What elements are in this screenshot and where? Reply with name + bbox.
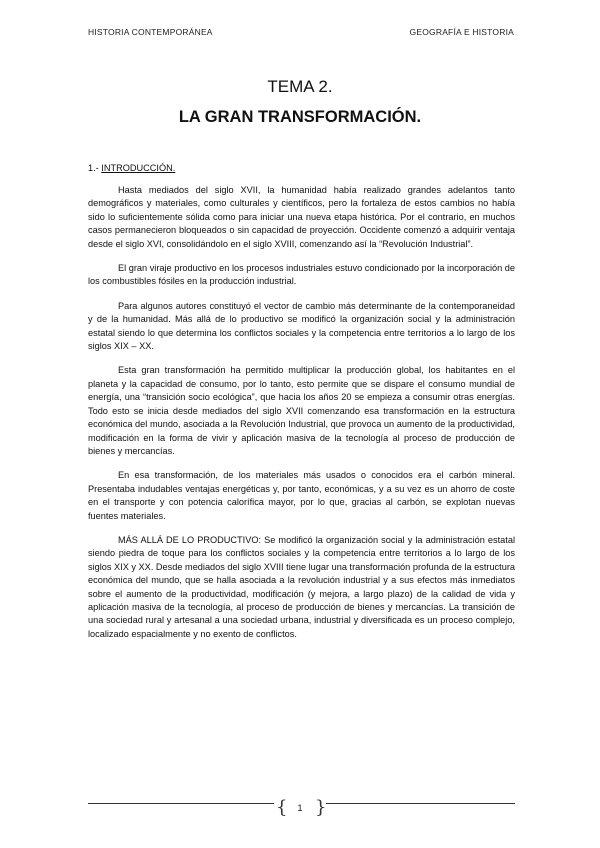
- section-label: INTRODUCCIÓN.: [101, 163, 176, 173]
- running-header-left: HISTORIA CONTEMPORÁNEA: [88, 27, 213, 37]
- footer-rule-left: [88, 803, 274, 804]
- paragraph: En esa transformación, de los materiales más usados o conocidos era el carbón mineral. Presentaba indudables ventajas energéticas y, por tanto, económicas, y a su vez es un ahorro de coste en el transporte y con potencia calorífica mayor, por lo que, gracias al carbón, se explotan nuevas fuentes materiales.: [88, 470, 515, 521]
- running-header-right: GEOGRAFÍA E HISTORIA: [409, 27, 514, 37]
- page-number: 1: [297, 803, 303, 813]
- section-heading: [88, 163, 175, 173]
- footer-rule-right: [326, 803, 515, 804]
- paragraph: Esta gran transformación ha permitido multiplicar la producción global, los habitantes en el planeta y la capacidad de consumo, por lo tanto, esto permite que se dispare el consumo mundial de energía, una “transición socio ecológica”, que hacia los años 20 se empieza a consumir otras energías. Todo esto se inicia desde mediados del siglo XVII comenzando esa transformación en la estructura económica del mundo, asociada a la Revolución Industrial, que provoca un aumento de la productividad, modificación en la forma de vivir y aplicación masiva de la tecnología al proceso de producción de bienes y mercancías.: [88, 365, 515, 456]
- paragraph: Para algunos autores constituyó el vector de cambio más determinante de la contemporaneidad y de la humanidad. Más allá de lo productivo se modificó la organización social y la administración estatal siendo lo que determina los conflictos sociales y la competencia entre territorios a lo largo de los siglos XIX – XX.: [88, 300, 515, 352]
- body-text: [88, 184, 515, 652]
- chapter-number: TEMA 2.: [267, 77, 333, 96]
- footer-brace-left: {: [276, 797, 288, 818]
- paragraph: Hasta mediados del siglo XVII, la humanidad había realizado grandes adelantos tanto demográficos y materiales, como culturales y científicos, pero la fortaleza de estos cambios no había sido lo suficientemente sólida como para iniciar una nueva etapa histórica. Por el contrario, en muchos casos permanecieron bloqueados o sin capacidad de proyección. Occidente comenzó a adquirir ventaja desde el siglo XVI, consolidándolo en el siglo XVIII, comenzando así la “Revolución Industrial”.: [88, 185, 515, 249]
- chapter-title: LA GRAN TRANSFORMACIÓN.: [178, 108, 422, 126]
- paragraph: El gran viraje productivo en los procesos industriales estuvo condicionado por la incorporación de los combustibles fósiles en la producción industrial.: [88, 263, 515, 287]
- section-number: 1.-: [88, 163, 102, 173]
- paragraph: MÁS ALLÁ DE LO PRODUCTIVO: Se modificó la organización social y la administración estatal siendo piedra de toque para los conflictos sociales y la competencia entre territorios a lo largo de los siglos XIX y XX. Desde mediados del siglo XVIII tiene lugar una transformación profunda de la estructura económica del mundo, que se halla asociada a la revolución industrial y a sus efectos más inmediatos sobre el aumento de la productividad, modificación (y mejora, a largo plazo) de la calidad de vida y aplicación masiva de la tecnología, al proceso de producción de bienes y mercancías. La transición de una sociedad rural y artesanal a una sociedad urbana, industrial y diversificada es un proceso complejo, localizado espacialmente y no exento de conflictos.: [88, 534, 515, 639]
- footer-brace-right: }: [315, 797, 327, 818]
